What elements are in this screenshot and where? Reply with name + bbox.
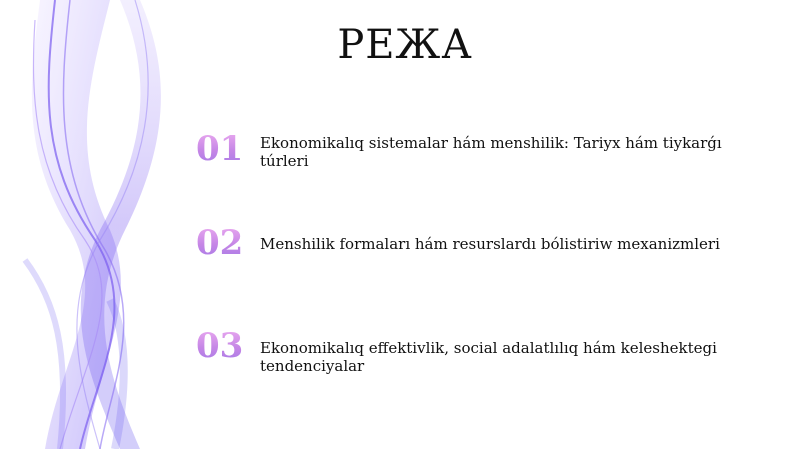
- decorative-swirl-graphic: [0, 0, 220, 449]
- agenda-text-3: Ekonomikalıq effektivlik, social adalatlılıq hám keleshektegi tendenciyalar: [260, 339, 717, 375]
- agenda-item-1: [196, 129, 756, 170]
- agenda-text-2: Menshilik formaları hám resurslardı bólistiriw mexanizmleri: [260, 235, 720, 253]
- agenda-number-2: 02: [196, 226, 256, 260]
- agenda-text-1: Ekonomikalıq sistemalar hám menshilik: Tariyx hám tiykarǵı túrleri: [260, 134, 722, 170]
- agenda-number-3: 03: [196, 329, 256, 363]
- agenda-item-3: [196, 326, 756, 375]
- slide-title: РЕЖА: [337, 22, 473, 68]
- agenda-item-2: [196, 223, 756, 263]
- agenda-number-1: 01: [196, 132, 256, 166]
